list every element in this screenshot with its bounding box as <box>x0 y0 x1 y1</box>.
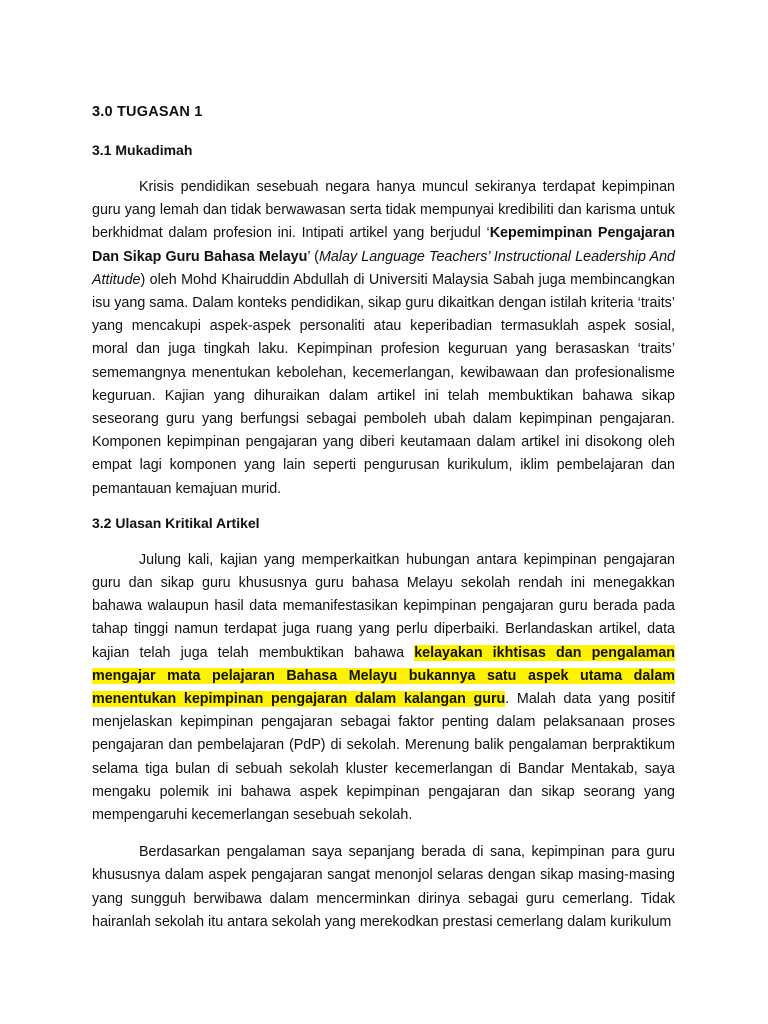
para1-text-c: ) oleh Mohd Khairuddin Abdullah di Universiti Malaysia Sabah juga membincangkan isu yang sama. Dalam konteks pendidikan, sikap guru dikaitkan dengan istilah kriteria ‘traits’ yang mencakupi aspek-aspek personaliti atau keperibadian termasuklah aspek sosial, moral dan juga tingkah laku. Kepimpinan profesion keguruan yang berasaskan ‘traits’ sememangnya menentukan kebolehan, kecemerlangan, kewibawaan dan profesionalisme keguruan. Kajian yang dihuraikan dalam artikel ini telah membuktikan bahawa sikap seseorang guru yang berfungsi sebagai pemboleh ubah dalam kepimpinan pengajaran. Komponen kepimpinan pengajaran yang diberi keutamaan dalam artikel ini disokong oleh empat lagi komponen yang lain seperti pengurusan kurikulum, iklim pembelajaran dan pemantauan kemajuan murid. <box>92 271 675 497</box>
paragraph-mukadimah <box>92 176 675 501</box>
document-body <box>92 104 675 948</box>
para2-text-b: . Malah data yang positif menjelaskan kepimpinan pengajaran sebagai faktor penting dalam pelaksanaan proses pengajaran dan pembelajaran (PdP) di sekolah. Merenung balik pengalaman berpraktikum selama tiga bulan di sebuah sekolah kluster kecemerlangan di Bandar Mentakab, saya mengaku polemik ini bahawa aspek kepimpinan pengajaran dan sikap seorang yang mempengaruhi kecemerlangan sesebuah sekolah. <box>92 691 675 824</box>
subsection-title-ulasan: 3.2 Ulasan Kritikal Artikel <box>92 514 260 531</box>
paragraph-pengalaman: Berdasarkan pengalaman saya sepanjang berada di sana, kepimpinan para guru khususnya dalam aspek pengajaran sangat menonjol selaras dengan sikap masing-masing yang sungguh berwibawa dalam mencerminkan dirinya sebagai guru cemerlang. Tidak hairanlah sekolah itu antara sekolah yang merekodkan prestasi cemerlang dalam kurikulum <box>92 844 675 930</box>
highlighted-text: kelayakan ikhtisas dan pengalaman mengajar mata pelajaran Bahasa Melayu bukannya satu aspek utama dalam menentukan kepimpinan pengajaran dalam kalangan guru <box>92 644 675 708</box>
para1-text-a: Krisis pendidikan sesebuah negara hanya muncul sekiranya terdapat kepimpinan guru yang lemah dan tidak berwawasan serta tidak mempunyai kredibiliti dan karisma untuk berkhidmat dalam profesion ini. Intipati artikel yang berjudul ‘ <box>92 179 675 242</box>
para2-text-a: Julung kali, kajian yang memperkaitkan hubungan antara kepimpinan pengajaran guru dan sikap guru khususnya guru bahasa Melayu sekolah rendah ini menegakkan bahawa walaupun hasil data memanifestasikan kepimpinan pengajaran guru berada pada tahap tinggi namun terdapat juga ruang yang perlu diperbaiki. Berlandaskan artikel, data kajian telah juga telah membuktikan bahawa <box>92 551 675 661</box>
paragraph-ulasan <box>92 549 675 827</box>
article-title-bold: Kepemimpinan Pengajaran Dan Sikap Guru Bahasa Melayu <box>92 225 675 265</box>
para1-text-b: ’ ( <box>307 248 319 265</box>
subsection-title-mukadimah: 3.1 Mukadimah <box>92 142 193 158</box>
article-title-italic: Malay Language Teachers’ Instructional Leadership And Attitude <box>92 248 675 288</box>
section-title: 3.0 TUGASAN 1 <box>92 104 203 120</box>
